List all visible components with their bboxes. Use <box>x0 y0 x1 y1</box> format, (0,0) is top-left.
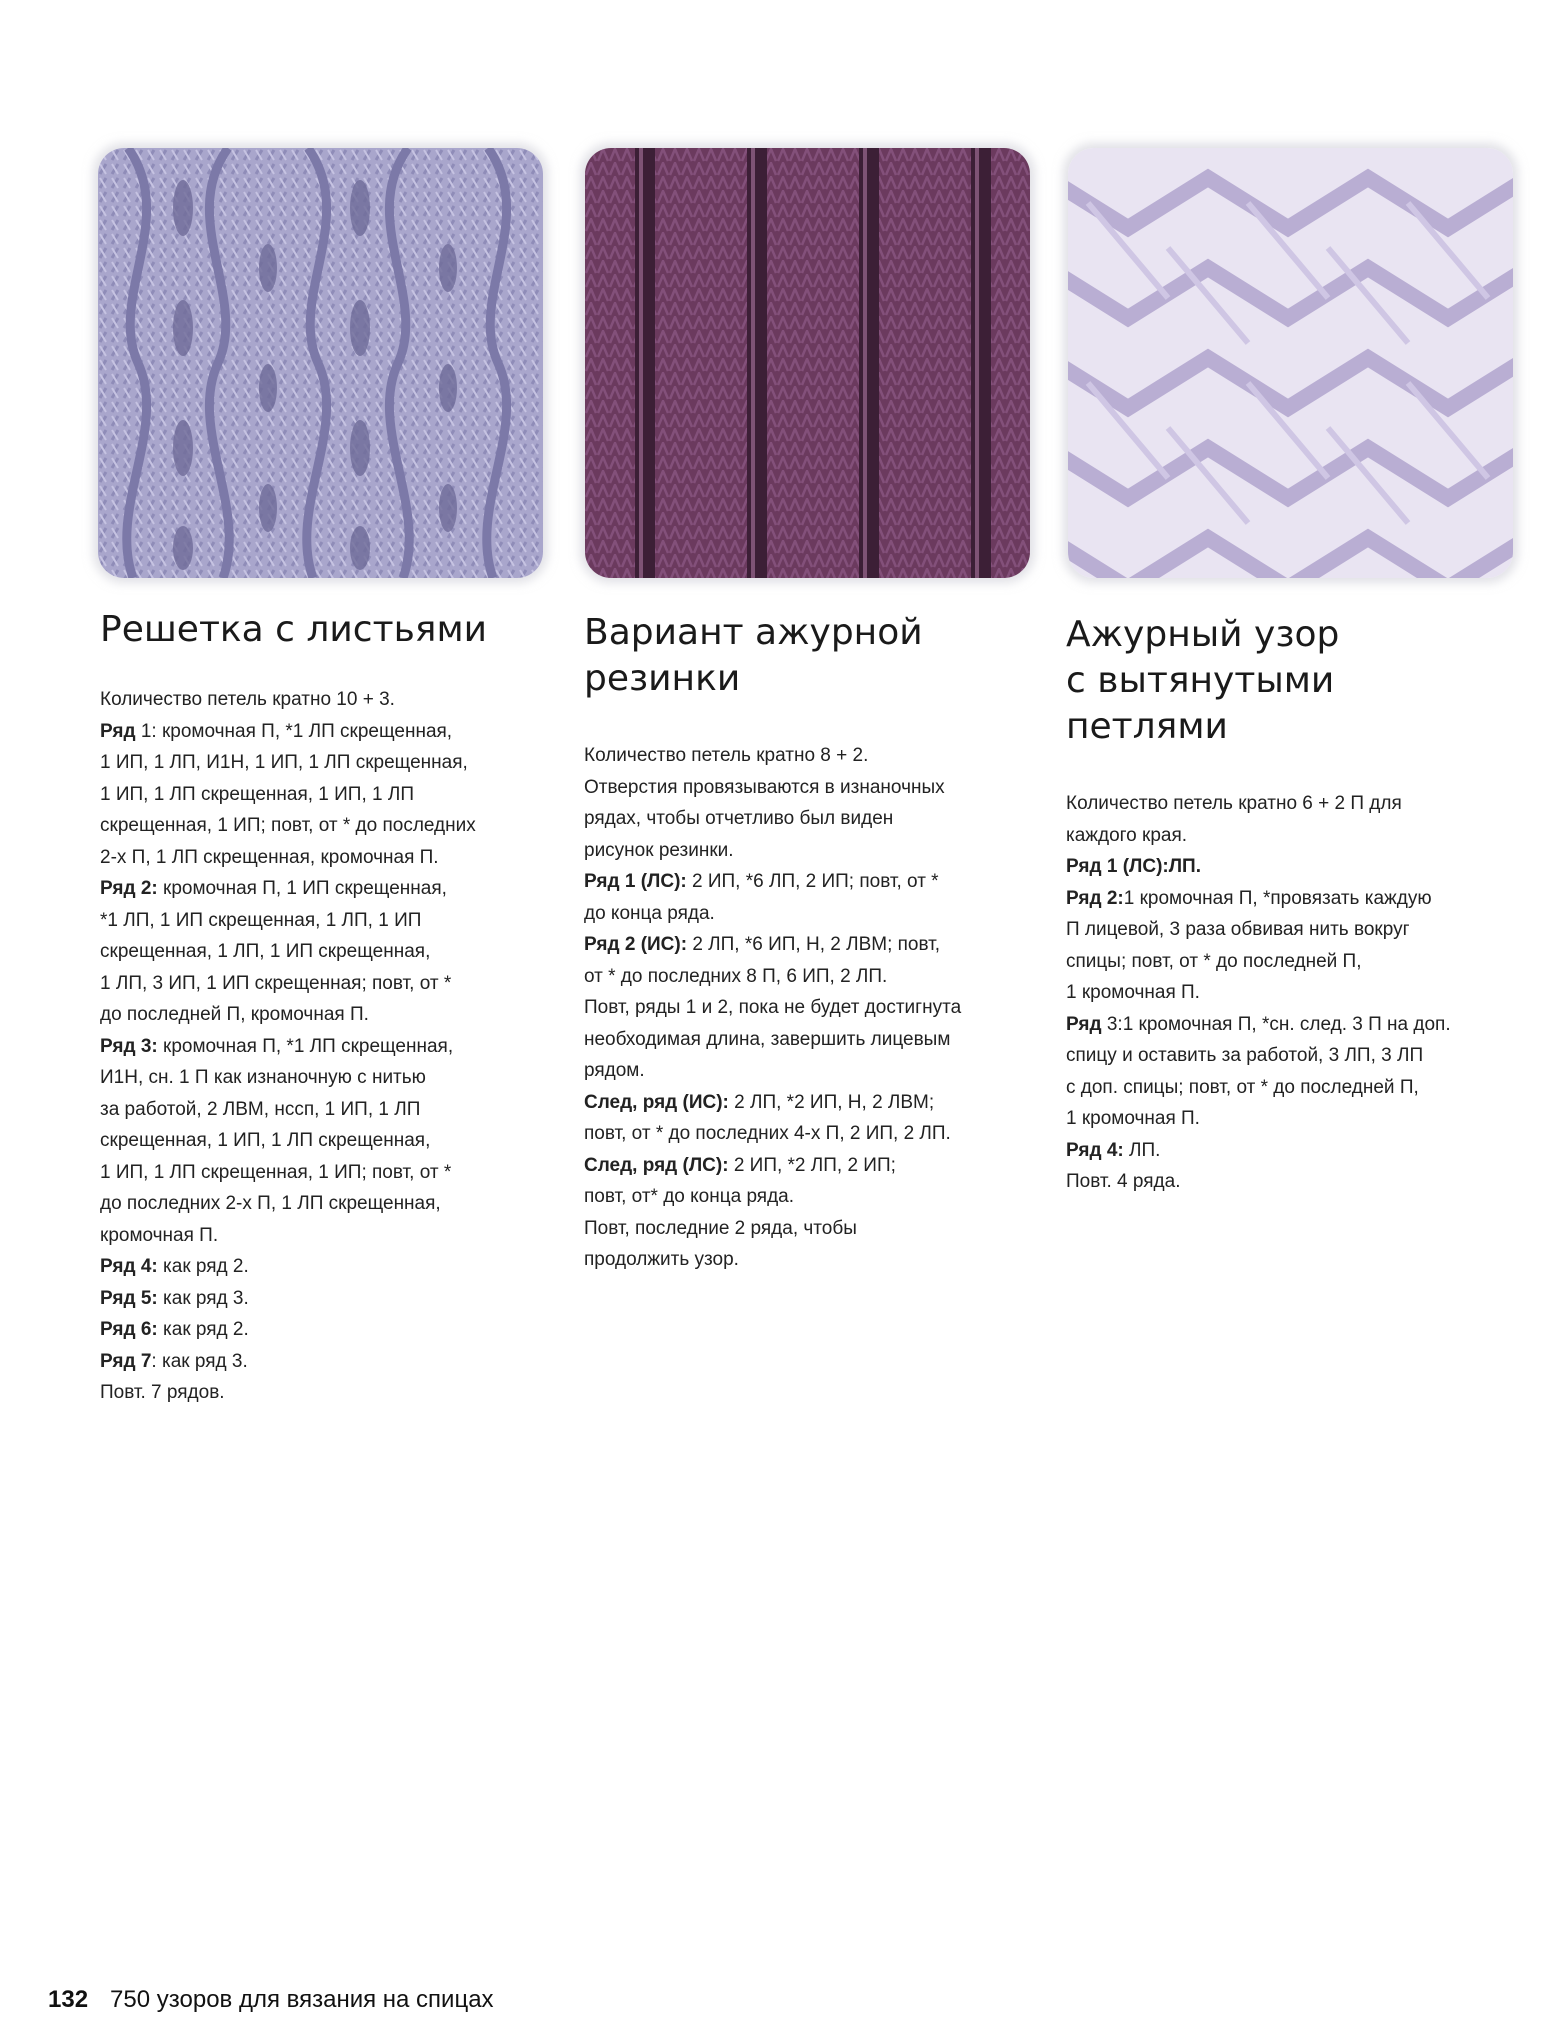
pattern-title <box>584 610 961 702</box>
instruction-line <box>100 936 487 968</box>
instruction-line <box>100 1125 487 1157</box>
swatch-photo-elongated-loop-lace <box>1068 148 1513 578</box>
pattern-column-1 <box>100 607 487 1409</box>
pattern-instructions <box>100 684 487 1409</box>
instruction-text: Повт, ряды 1 и 2, пока не будет достигнута <box>584 997 962 1018</box>
row-label: Ряд 2 (ИС): <box>584 934 688 955</box>
instruction-line <box>100 810 487 842</box>
instruction-line <box>100 1157 487 1189</box>
instruction-text: : как ряд 3. <box>151 1350 248 1372</box>
instruction-text: до последних 2-х П, 1 ЛП скрещенная, <box>100 1193 441 1214</box>
instruction-line <box>100 1188 487 1220</box>
instruction-text: 1 кромочная П. <box>1066 1108 1200 1129</box>
pattern-column-3 <box>1066 612 1451 1198</box>
instruction-text: рядом. <box>584 1060 645 1081</box>
lavender-elongated-loop-lace-swatch-photo-icon <box>1068 148 1513 578</box>
instruction-line <box>584 992 961 1024</box>
instruction-line <box>100 1031 487 1063</box>
row-label: Ряд 5: <box>100 1287 158 1309</box>
instruction-text: как ряд 3. <box>157 1287 249 1309</box>
instruction-line <box>1066 1009 1451 1041</box>
instruction-text: за работой, 2 ЛВМ, нссп, 1 ИП, 1 ЛП <box>100 1098 421 1120</box>
instruction-line <box>100 1094 487 1126</box>
instruction-line <box>584 929 961 961</box>
instruction-line <box>100 747 487 779</box>
instruction-text: 1: кромочная П, *1 ЛП скрещенная, <box>135 720 453 742</box>
instruction-text: Отверстия провязываются в изнаночных <box>584 776 945 798</box>
pattern-title <box>100 607 487 653</box>
instruction-line <box>584 740 961 772</box>
title-line: Ажурный узор <box>1066 614 1340 655</box>
title-line: Вариант ажурной <box>584 612 923 653</box>
title-line: резинки <box>584 658 741 699</box>
instruction-text: ЛП. <box>1123 1139 1161 1161</box>
instruction-text: Количество петель кратно 6 + 2 П для <box>1066 793 1402 814</box>
instruction-line <box>584 1150 961 1182</box>
row-label: Ряд 7 <box>100 1350 152 1372</box>
page-footer <box>48 1986 494 2014</box>
pattern-instructions <box>584 740 961 1276</box>
instruction-line <box>100 1062 487 1094</box>
swatch-photo-leaf-lattice <box>98 148 543 578</box>
instruction-text: П лицевой, 3 раза обвивая нить вокруг <box>1066 919 1410 940</box>
instruction-text: необходимая длина, завершить лицевым <box>584 1028 951 1050</box>
title-line: с вытянутыми <box>1066 660 1335 701</box>
instruction-line <box>100 1314 487 1346</box>
instruction-line <box>100 1283 487 1315</box>
instruction-line <box>100 905 487 937</box>
instruction-text: до последней П, кромочная П. <box>100 1004 369 1025</box>
row-label: Ряд 4: <box>100 1256 158 1277</box>
instruction-line <box>1066 1040 1451 1072</box>
plum-openwork-rib-swatch-photo-icon <box>585 148 1030 578</box>
page-number: 132 <box>48 1986 89 2013</box>
instruction-text: 3:1 кромочная П, *сн. след. 3 П на доп. <box>1101 1013 1451 1035</box>
instruction-line <box>1066 977 1451 1009</box>
row-label: Ряд 3: <box>100 1035 158 1057</box>
instruction-line <box>584 772 961 804</box>
instruction-text: скрещенная, 1 ЛП, 1 ИП скрещенная, <box>100 941 431 962</box>
instruction-text: 2-х П, 1 ЛП скрещенная, кромочная П. <box>100 846 439 868</box>
instruction-text: кромочная П. <box>100 1224 219 1246</box>
instruction-line <box>100 842 487 874</box>
instruction-line <box>1066 883 1451 915</box>
instruction-line <box>100 716 487 748</box>
instruction-line <box>100 1220 487 1252</box>
instruction-line <box>1066 1072 1451 1104</box>
instruction-text: скрещенная, 1 ИП; повт, от * до последних <box>100 815 476 836</box>
pattern-instructions <box>1066 788 1451 1198</box>
instruction-text: 2 ИП, *2 ЛП, 2 ИП; <box>728 1154 896 1176</box>
instruction-line <box>584 1024 961 1056</box>
instruction-line <box>100 968 487 1000</box>
title-line: петлями <box>1066 706 1228 747</box>
instruction-text: продолжить узор. <box>584 1249 739 1270</box>
instruction-text: 2 ЛП, *2 ИП, Н, 2 ЛВМ; <box>728 1091 935 1113</box>
instruction-text: 2 ИП, *6 ЛП, 2 ИП; повт, от * <box>686 871 939 892</box>
instruction-line <box>1066 820 1451 852</box>
row-label: Ряд <box>100 720 136 742</box>
instruction-text: Количество петель кратно 10 + 3. <box>100 689 395 710</box>
instruction-line <box>584 1244 961 1276</box>
instruction-line <box>584 961 961 993</box>
instruction-line <box>1066 851 1451 883</box>
instruction-text: Повт, последние 2 ряда, чтобы <box>584 1217 857 1239</box>
instruction-line <box>584 1087 961 1119</box>
instruction-line <box>1066 788 1451 820</box>
instruction-text: 1 ИП, 1 ЛП скрещенная, 1 ИП, 1 ЛП <box>100 783 414 805</box>
instruction-line <box>100 1377 487 1409</box>
book-title: 750 узоров для вязания на спицах <box>110 1986 494 2013</box>
instruction-line <box>1066 1103 1451 1135</box>
instruction-line <box>100 873 487 905</box>
instruction-text: *1 ЛП, 1 ИП скрещенная, 1 ЛП, 1 ИП <box>100 909 422 931</box>
row-label: Ряд 2: <box>1066 887 1124 909</box>
instruction-text: 1 ЛП, 3 ИП, 1 ИП скрещенная; повт, от * <box>100 972 452 994</box>
instruction-text: 1 кромочная П. <box>1066 982 1200 1003</box>
instruction-text: Повт. 7 рядов. <box>100 1382 225 1403</box>
row-label: Ряд 1 (ЛС): <box>584 871 687 892</box>
instruction-text: 1 ИП, 1 ЛП скрещенная, 1 ИП; повт, от * <box>100 1161 452 1183</box>
row-label: Ряд 4: <box>1066 1139 1124 1161</box>
instruction-line <box>584 835 961 867</box>
row-label: Ряд 2: <box>100 878 158 899</box>
instruction-text: 1 ИП, 1 ЛП, И1Н, 1 ИП, 1 ЛП скрещенная, <box>100 752 468 773</box>
instruction-text: как ряд 2. <box>157 1256 249 1277</box>
instruction-line <box>584 1181 961 1213</box>
pattern-column-2 <box>584 610 961 1276</box>
instruction-line <box>100 1251 487 1283</box>
instruction-text: с доп. спицы; повт, от * до последней П, <box>1066 1076 1419 1098</box>
instruction-line <box>1066 1135 1451 1167</box>
instruction-text: Повт. 4 ряда. <box>1066 1171 1181 1192</box>
row-label: След, ряд (ИС): <box>584 1091 729 1113</box>
instruction-text: 2 ЛП, *6 ИП, Н, 2 ЛВМ; повт, <box>687 934 941 955</box>
instruction-text: рядах, чтобы отчетливо был виден <box>584 808 894 829</box>
instruction-text: спицы; повт, от * до последней П, <box>1066 950 1362 972</box>
swatch-photo-openwork-rib <box>585 148 1030 578</box>
instruction-line <box>584 1213 961 1245</box>
row-label: Ряд 1 (ЛС):ЛП. <box>1066 856 1201 877</box>
instruction-text: до конца ряда. <box>584 902 715 924</box>
row-label: Ряд <box>1066 1013 1102 1035</box>
row-label: Ряд 6: <box>100 1319 158 1340</box>
instruction-text: повт, от * до последних 4-х П, 2 ИП, 2 ЛП. <box>584 1123 951 1144</box>
instruction-text: кромочная П, *1 ЛП скрещенная, <box>157 1035 454 1057</box>
instruction-line <box>100 999 487 1031</box>
instruction-text: каждого края. <box>1066 824 1188 846</box>
row-label: След, ряд (ЛС): <box>584 1154 729 1176</box>
instruction-text: от * до последних 8 П, 6 ИП, 2 ЛП. <box>584 965 888 987</box>
instruction-text: рисунок резинки. <box>584 839 734 861</box>
instruction-line <box>584 866 961 898</box>
instruction-text: Количество петель кратно 8 + 2. <box>584 745 869 766</box>
instruction-text: скрещенная, 1 ИП, 1 ЛП скрещенная, <box>100 1130 431 1151</box>
instruction-line <box>584 898 961 930</box>
pattern-title <box>1066 612 1451 750</box>
instruction-text: как ряд 2. <box>157 1319 249 1340</box>
instruction-text: кромочная П, 1 ИП скрещенная, <box>157 878 447 899</box>
instruction-line <box>1066 946 1451 978</box>
instruction-text: И1Н, сн. 1 П как изнаночную с нитью <box>100 1067 426 1088</box>
instruction-line <box>100 684 487 716</box>
instruction-line <box>584 1055 961 1087</box>
title-line: Решетка с листьями <box>100 609 487 650</box>
instruction-text: повт, от* до конца ряда. <box>584 1186 795 1207</box>
instruction-line <box>584 1118 961 1150</box>
lilac-leaf-lace-swatch-photo-icon <box>98 148 543 578</box>
instruction-line <box>100 779 487 811</box>
instruction-line <box>100 1346 487 1378</box>
instruction-text: спицу и оставить за работой, 3 ЛП, 3 ЛП <box>1066 1045 1424 1066</box>
instruction-line <box>1066 914 1451 946</box>
instruction-text: 1 кромочная П, *провязать каждую <box>1123 887 1432 909</box>
instruction-line <box>584 803 961 835</box>
instruction-line <box>1066 1166 1451 1198</box>
